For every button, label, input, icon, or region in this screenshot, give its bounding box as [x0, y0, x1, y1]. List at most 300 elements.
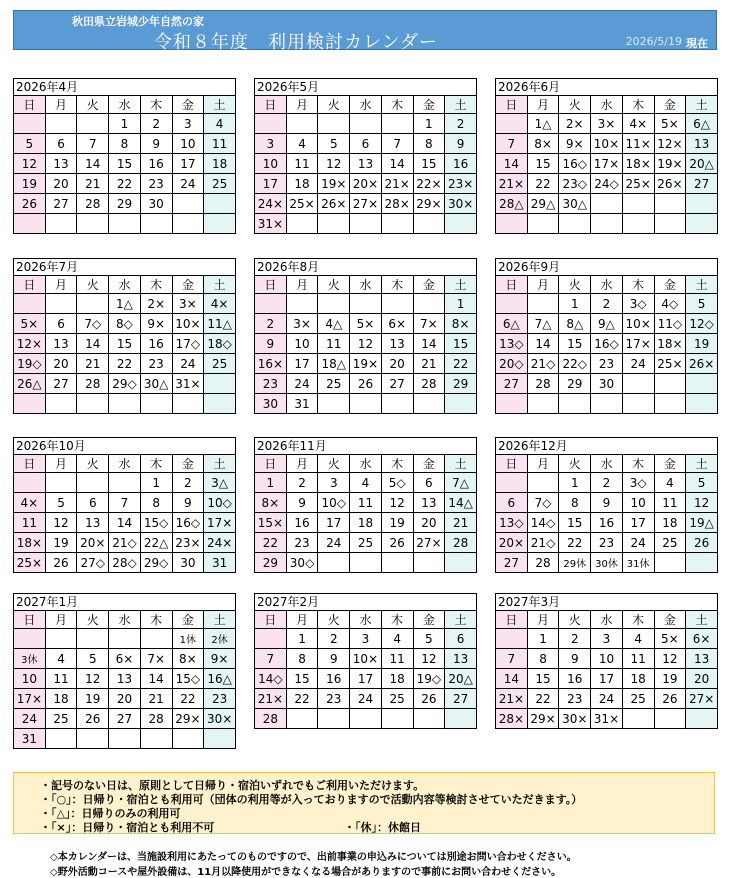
weekday-header: 日 — [255, 455, 287, 473]
week-row — [496, 649, 718, 669]
day-cell: 20 — [381, 354, 413, 374]
day-cell: 4△ — [318, 314, 350, 334]
day-cell: 7 — [109, 493, 141, 513]
week-row — [14, 214, 236, 234]
day-cell — [527, 214, 559, 234]
week-row — [14, 629, 236, 649]
day-cell — [318, 553, 350, 573]
weekday-header: 金 — [172, 96, 204, 114]
day-cell: 2× — [140, 294, 172, 314]
month-title: 2026年7月 — [13, 258, 236, 275]
day-cell: 13◇ — [496, 513, 528, 533]
day-cell: 3 — [172, 114, 204, 134]
day-cell: 15× — [255, 513, 287, 533]
day-cell: 6 — [77, 493, 109, 513]
month-title: 2026年4月 — [13, 78, 236, 95]
day-cell: 17 — [318, 513, 350, 533]
weekday-header: 金 — [413, 276, 445, 294]
day-cell — [654, 374, 686, 394]
day-cell: 12 — [45, 513, 77, 533]
weekday-header: 日 — [14, 455, 46, 473]
day-cell: 18◇ — [204, 334, 236, 354]
weekday-header: 金 — [413, 96, 445, 114]
month-calendar — [495, 437, 718, 573]
day-cell: 5× — [654, 629, 686, 649]
day-cell: 11× — [622, 134, 654, 154]
month-title: 2026年12月 — [495, 437, 718, 454]
day-cell — [109, 629, 141, 649]
week-row — [14, 314, 236, 334]
facility-name: 秋田県立岩城少年自然の家 — [72, 15, 204, 28]
day-cell: 10 — [172, 134, 204, 154]
day-cell: 29 — [109, 194, 141, 214]
day-cell: 6 — [45, 314, 77, 334]
day-cell: 21◇ — [527, 354, 559, 374]
weekday-header: 火 — [559, 276, 591, 294]
weekday-header: 金 — [654, 96, 686, 114]
day-cell: 26× — [654, 174, 686, 194]
month-calendar — [254, 258, 477, 414]
day-cell: 16 — [140, 334, 172, 354]
weekday-header: 日 — [255, 276, 287, 294]
day-cell: 31× — [172, 374, 204, 394]
day-cell: 27 — [45, 374, 77, 394]
day-cell — [413, 709, 445, 729]
day-cell: 13 — [445, 649, 477, 669]
weekday-header: 木 — [140, 611, 172, 629]
day-cell: 16× — [255, 354, 287, 374]
day-cell: 17× — [204, 513, 236, 533]
day-cell: 12 — [350, 334, 382, 354]
day-cell: 26 — [350, 374, 382, 394]
weekday-header: 水 — [591, 611, 623, 629]
week-row — [255, 214, 477, 234]
weekday-header: 火 — [77, 611, 109, 629]
day-cell: 19 — [686, 334, 718, 354]
day-cell: 28 — [527, 553, 559, 573]
day-cell — [14, 473, 46, 493]
weekday-header: 水 — [591, 96, 623, 114]
week-row — [496, 709, 718, 729]
weekday-header: 木 — [381, 96, 413, 114]
weekday-header: 木 — [140, 276, 172, 294]
day-cell: 3◇ — [622, 294, 654, 314]
weekday-header: 月 — [286, 276, 318, 294]
day-cell — [559, 394, 591, 414]
day-cell: 10 — [286, 334, 318, 354]
day-cell: 15 — [527, 669, 559, 689]
day-cell: 19× — [350, 354, 382, 374]
as-of-date: 2026/5/19 — [625, 35, 682, 48]
day-cell: 4 — [350, 473, 382, 493]
day-cell — [686, 214, 718, 234]
day-cell: 16 — [559, 669, 591, 689]
week-row — [14, 394, 236, 414]
week-row — [496, 553, 718, 573]
day-cell: 5 — [14, 134, 46, 154]
day-cell: 8 — [413, 134, 445, 154]
day-cell: 7◇ — [77, 314, 109, 334]
day-cell: 6 — [45, 134, 77, 154]
day-cell — [654, 709, 686, 729]
day-cell: 19△ — [686, 513, 718, 533]
week-row — [496, 294, 718, 314]
day-cell: 19× — [654, 154, 686, 174]
day-cell — [77, 214, 109, 234]
day-cell: 26 — [45, 553, 77, 573]
day-cell: 3休 — [14, 649, 46, 669]
day-cell — [445, 553, 477, 573]
day-cell: 30× — [204, 709, 236, 729]
footer-note: ◇野外活動コースや屋外設備は、11月以降使用ができなくなる場合がありますので事前にお問い合わせください。 — [50, 867, 562, 878]
as-of-label: 現在 — [686, 37, 708, 50]
day-cell: 12× — [14, 334, 46, 354]
day-cell: 19 — [654, 669, 686, 689]
day-cell: 3 — [318, 473, 350, 493]
day-cell — [381, 114, 413, 134]
day-cell: 12 — [654, 649, 686, 669]
day-cell: 12 — [14, 154, 46, 174]
day-cell: 24◇ — [591, 174, 623, 194]
week-row — [14, 154, 236, 174]
day-cell: 12× — [654, 134, 686, 154]
day-cell: 29◇ — [140, 553, 172, 573]
day-cell: 2 — [445, 114, 477, 134]
weekday-header: 月 — [527, 455, 559, 473]
day-cell: 4 — [286, 134, 318, 154]
day-cell — [527, 294, 559, 314]
day-cell — [445, 214, 477, 234]
day-cell: 1休 — [172, 629, 204, 649]
day-cell: 10 — [591, 649, 623, 669]
day-cell: 25 — [204, 174, 236, 194]
week-row — [255, 394, 477, 414]
weekday-header: 月 — [286, 611, 318, 629]
day-cell: 4× — [204, 294, 236, 314]
day-cell: 5× — [14, 314, 46, 334]
day-cell: 1△ — [109, 294, 141, 314]
day-cell: 8 — [286, 649, 318, 669]
weekday-header: 日 — [496, 96, 528, 114]
day-cell: 28× — [496, 709, 528, 729]
month-calendar — [13, 78, 236, 234]
week-row — [496, 394, 718, 414]
week-row — [14, 294, 236, 314]
day-cell: 2休 — [204, 629, 236, 649]
week-row — [255, 314, 477, 334]
day-cell: 8△ — [559, 314, 591, 334]
day-cell: 20 — [45, 354, 77, 374]
month-calendar — [13, 258, 236, 414]
week-row — [255, 174, 477, 194]
day-cell — [14, 294, 46, 314]
day-cell: 31 — [286, 394, 318, 414]
day-cell: 13 — [413, 493, 445, 513]
weekday-header: 水 — [591, 276, 623, 294]
day-cell: 3× — [172, 294, 204, 314]
day-cell — [381, 294, 413, 314]
day-cell: 21× — [496, 174, 528, 194]
day-cell — [14, 394, 46, 414]
month-title: 2027年3月 — [495, 593, 718, 610]
day-cell: 18 — [622, 669, 654, 689]
day-cell — [622, 374, 654, 394]
week-row — [496, 334, 718, 354]
week-row — [255, 533, 477, 553]
weekday-header: 土 — [686, 611, 718, 629]
day-cell — [496, 214, 528, 234]
week-row — [14, 709, 236, 729]
day-cell: 29 — [255, 553, 287, 573]
day-cell: 26× — [318, 194, 350, 214]
day-cell: 18 — [350, 513, 382, 533]
day-cell: 4◇ — [654, 294, 686, 314]
day-cell: 30休 — [591, 553, 623, 573]
day-cell: 21× — [381, 174, 413, 194]
week-row — [14, 114, 236, 134]
day-cell: 20 — [413, 513, 445, 533]
month-title: 2026年6月 — [495, 78, 718, 95]
day-cell: 7◇ — [527, 493, 559, 513]
day-cell: 22 — [527, 689, 559, 709]
day-cell: 1 — [527, 629, 559, 649]
day-cell: 16 — [318, 669, 350, 689]
day-cell: 10 — [622, 493, 654, 513]
day-cell: 16◇ — [559, 154, 591, 174]
day-cell — [496, 394, 528, 414]
day-cell — [686, 709, 718, 729]
day-cell: 3× — [286, 314, 318, 334]
day-cell: 10× — [350, 649, 382, 669]
day-cell — [109, 729, 141, 749]
day-cell: 14◇ — [527, 513, 559, 533]
day-cell: 15 — [109, 334, 141, 354]
day-cell: 28 — [445, 533, 477, 553]
day-cell: 26 — [413, 689, 445, 709]
day-cell: 2 — [559, 629, 591, 649]
day-cell: 9× — [204, 649, 236, 669]
weekday-header: 月 — [286, 455, 318, 473]
week-row — [14, 354, 236, 374]
day-cell: 23◇ — [559, 174, 591, 194]
day-cell: 6 — [496, 493, 528, 513]
day-cell: 27 — [496, 553, 528, 573]
day-cell: 27× — [350, 194, 382, 214]
day-cell: 11◇ — [654, 314, 686, 334]
day-cell: 26× — [686, 354, 718, 374]
weekday-header: 木 — [140, 455, 172, 473]
day-cell: 31× — [255, 214, 287, 234]
day-cell: 17◇ — [172, 334, 204, 354]
day-cell: 14△ — [445, 493, 477, 513]
weekday-header: 火 — [318, 276, 350, 294]
day-cell: 21× — [496, 689, 528, 709]
day-cell: 13 — [109, 669, 141, 689]
weekday-header: 水 — [350, 455, 382, 473]
day-cell — [318, 709, 350, 729]
day-cell: 20 — [109, 689, 141, 709]
day-cell: 22 — [109, 174, 141, 194]
day-cell: 29 — [559, 374, 591, 394]
day-cell — [14, 114, 46, 134]
weekday-header: 金 — [172, 611, 204, 629]
day-cell: 17 — [622, 513, 654, 533]
day-cell — [445, 709, 477, 729]
day-cell: 2× — [559, 114, 591, 134]
weekday-header: 火 — [559, 611, 591, 629]
day-cell: 27 — [45, 194, 77, 214]
weekday-header: 土 — [445, 96, 477, 114]
day-cell: 7 — [496, 134, 528, 154]
day-cell — [77, 629, 109, 649]
week-row — [255, 334, 477, 354]
week-row — [255, 553, 477, 573]
day-cell: 25 — [45, 709, 77, 729]
day-cell: 3 — [350, 629, 382, 649]
day-cell: 15◇ — [140, 513, 172, 533]
day-cell: 18 — [45, 689, 77, 709]
day-cell: 5 — [686, 473, 718, 493]
day-cell: 13 — [350, 154, 382, 174]
day-cell: 14 — [496, 669, 528, 689]
day-cell — [45, 729, 77, 749]
day-cell: 26 — [14, 194, 46, 214]
day-cell: 25 — [204, 354, 236, 374]
day-cell: 6× — [381, 314, 413, 334]
day-cell: 29◇ — [109, 374, 141, 394]
day-cell — [686, 194, 718, 214]
day-cell — [286, 294, 318, 314]
day-cell: 23 — [286, 533, 318, 553]
day-cell — [172, 729, 204, 749]
day-cell: 18× — [654, 334, 686, 354]
day-cell — [318, 394, 350, 414]
day-cell — [591, 214, 623, 234]
day-cell — [45, 214, 77, 234]
day-cell — [350, 553, 382, 573]
day-cell: 5 — [413, 629, 445, 649]
week-row — [255, 114, 477, 134]
day-cell — [172, 214, 204, 234]
day-cell: 7 — [77, 134, 109, 154]
day-cell — [591, 394, 623, 414]
day-cell: 25× — [622, 174, 654, 194]
day-cell: 9× — [140, 314, 172, 334]
weekday-header: 日 — [496, 276, 528, 294]
day-cell — [622, 214, 654, 234]
day-cell: 1 — [413, 114, 445, 134]
day-cell: 21 — [413, 354, 445, 374]
day-cell: 24 — [591, 689, 623, 709]
day-cell: 8× — [527, 134, 559, 154]
day-cell: 23 — [591, 354, 623, 374]
day-cell: 12 — [381, 493, 413, 513]
day-cell: 22 — [109, 354, 141, 374]
day-cell: 23× — [172, 533, 204, 553]
week-row — [14, 174, 236, 194]
day-cell — [496, 629, 528, 649]
footer-note: ◇本カレンダーは、当施設利用にあたってのものですので、出前事業の申込みについては別途お問い合わせください。 — [50, 852, 577, 863]
day-cell: 18 — [286, 174, 318, 194]
day-cell: 21 — [77, 354, 109, 374]
day-cell: 5× — [350, 314, 382, 334]
day-cell: 14◇ — [255, 669, 287, 689]
weekday-header: 月 — [45, 276, 77, 294]
day-cell: 11 — [204, 134, 236, 154]
month-title: 2027年2月 — [254, 593, 477, 610]
day-cell: 3× — [591, 114, 623, 134]
week-row — [255, 473, 477, 493]
day-cell — [204, 194, 236, 214]
week-row — [496, 513, 718, 533]
day-cell: 16 — [286, 513, 318, 533]
day-cell: 27 — [445, 689, 477, 709]
day-cell — [45, 294, 77, 314]
day-cell: 30 — [172, 553, 204, 573]
day-cell: 17 — [255, 174, 287, 194]
weekday-header: 木 — [622, 611, 654, 629]
day-cell: 13 — [686, 649, 718, 669]
day-cell: 26 — [77, 709, 109, 729]
day-cell: 9 — [172, 493, 204, 513]
week-row — [255, 689, 477, 709]
weekday-header: 水 — [591, 455, 623, 473]
day-cell: 25× — [654, 354, 686, 374]
day-cell — [527, 394, 559, 414]
day-cell: 2 — [318, 629, 350, 649]
week-row — [14, 513, 236, 533]
day-cell: 21◇ — [109, 533, 141, 553]
weekday-header: 火 — [559, 455, 591, 473]
weekday-header: 土 — [204, 611, 236, 629]
day-cell: 16 — [140, 154, 172, 174]
day-cell — [286, 709, 318, 729]
weekday-header: 土 — [686, 455, 718, 473]
day-cell: 28△ — [496, 194, 528, 214]
day-cell: 14 — [413, 334, 445, 354]
week-row — [255, 294, 477, 314]
day-cell: 31 — [204, 553, 236, 573]
week-row — [255, 374, 477, 394]
day-cell: 8× — [445, 314, 477, 334]
weekday-header: 土 — [204, 276, 236, 294]
weekday-header: 月 — [527, 276, 559, 294]
week-row — [14, 689, 236, 709]
weekday-header: 木 — [622, 455, 654, 473]
weekday-header: 水 — [109, 96, 141, 114]
weekday-header: 火 — [77, 96, 109, 114]
day-cell — [255, 114, 287, 134]
day-cell: 16◇ — [172, 513, 204, 533]
day-cell: 17× — [622, 334, 654, 354]
week-row — [14, 334, 236, 354]
day-cell — [350, 114, 382, 134]
day-cell: 19 — [14, 174, 46, 194]
note-line: ・記号のない日は、原則として日帰り・宿泊いずれでもご利用いただけます。 — [40, 779, 425, 792]
day-cell: 6× — [109, 649, 141, 669]
day-cell: 21 — [77, 174, 109, 194]
day-cell — [622, 709, 654, 729]
day-cell: 23 — [140, 354, 172, 374]
day-cell: 16◇ — [591, 334, 623, 354]
weekday-header: 金 — [413, 455, 445, 473]
day-cell: 29× — [413, 194, 445, 214]
day-cell: 26△ — [14, 374, 46, 394]
day-cell: 26 — [686, 533, 718, 553]
day-cell: 29△ — [527, 194, 559, 214]
day-cell: 11 — [654, 493, 686, 513]
day-cell: 23 — [140, 174, 172, 194]
